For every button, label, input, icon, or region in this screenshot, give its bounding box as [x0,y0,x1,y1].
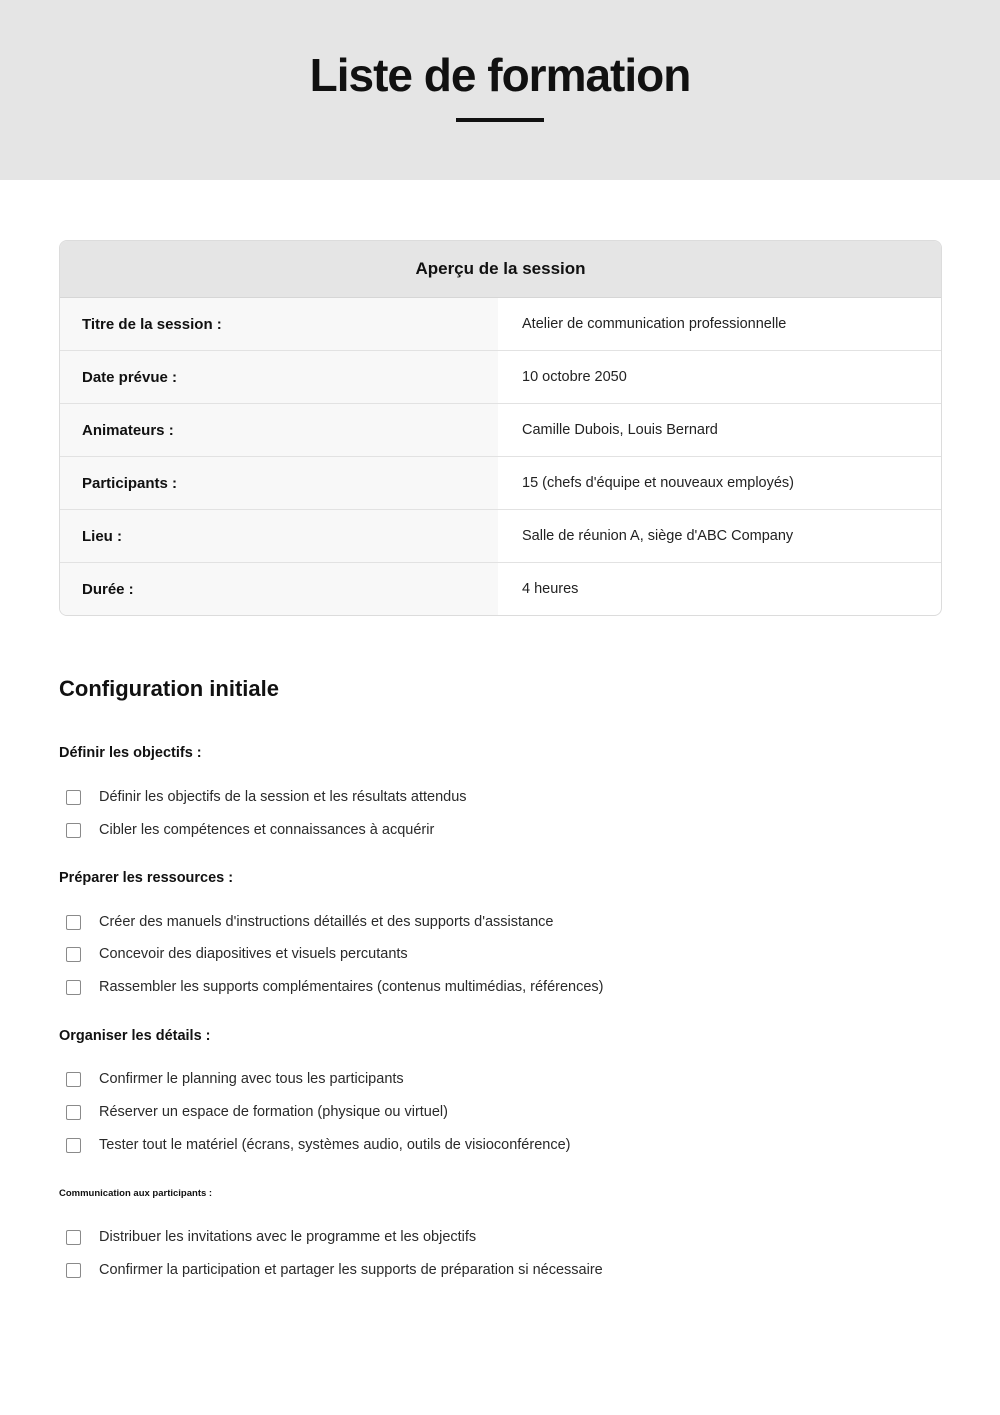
checklist-item-label: Réserver un espace de formation (physique ou virtuel) [99,1104,448,1120]
overview-row-location [60,510,941,563]
checklist-item [66,912,553,932]
overview-heading: Aperçu de la session [60,241,941,298]
row-value: 4 heures [522,581,579,597]
overview-row-facilitators [60,404,941,457]
row-label: Durée : [60,563,498,615]
checklist-item-label: Cibler les compétences et connaissances à acquérir [99,822,435,838]
checklist-item [66,820,434,840]
checklist-item-label: Créer des manuels d'instructions détaillés et des supports d'assistance [99,914,554,930]
checklist-item-label: Confirmer la participation et partager les supports de préparation si nécessaire [99,1262,603,1278]
group-title-resources: Préparer les ressources : [59,870,234,886]
row-value: 10 octobre 2050 [522,369,627,385]
checklist-item [66,1135,570,1155]
section-title: Configuration initiale [59,676,279,701]
checkbox[interactable] [66,823,81,838]
row-value: Salle de réunion A, siège d'ABC Company [522,528,794,544]
checklist-item [66,977,603,997]
checkbox[interactable] [66,1263,81,1278]
title-underline [456,118,544,122]
checkbox[interactable] [66,980,81,995]
overview-row-duration [60,563,941,615]
overview-row-title [60,298,941,351]
group-title-details: Organiser les détails : [59,1028,211,1044]
checkbox[interactable] [66,1230,81,1245]
row-label: Date prévue : [60,351,498,403]
checklist-item [66,787,467,807]
group-title-communication: Communication aux participants : [59,1188,213,1199]
checklist-item-label: Concevoir des diapositives et visuels percutants [99,946,408,962]
checklist-item [66,1102,448,1122]
overview-row-date [60,351,941,404]
group-title-objectives: Définir les objectifs : [59,745,202,761]
checklist-item [66,1069,404,1089]
session-overview-table [59,240,942,616]
checklist-item-label: Confirmer le planning avec tous les participants [99,1071,404,1087]
overview-row-participants [60,457,941,510]
checklist-item-label: Définir les objectifs de la session et les résultats attendus [99,789,467,805]
checkbox[interactable] [66,790,81,805]
row-value: Atelier de communication professionnelle [522,316,787,332]
checklist-item [66,944,408,964]
checklist-item [66,1260,603,1280]
checkbox[interactable] [66,1105,81,1120]
row-value: Camille Dubois, Louis Bernard [522,422,718,438]
checkbox[interactable] [66,915,81,930]
checklist-item-label: Tester tout le matériel (écrans, systèmes audio, outils de visioconférence) [99,1137,571,1153]
page-title: Liste de formation [309,49,691,101]
row-label: Lieu : [60,510,498,562]
checklist-item [66,1227,476,1247]
row-label: Participants : [60,457,498,509]
checkbox[interactable] [66,1138,81,1153]
row-label: Titre de la session : [60,298,498,350]
row-label: Animateurs : [60,404,498,456]
row-value: 15 (chefs d'équipe et nouveaux employés) [522,475,794,491]
checklist-item-label: Rassembler les supports complémentaires (contenus multimédias, références) [99,979,604,995]
checkbox[interactable] [66,1072,81,1087]
checkbox[interactable] [66,947,81,962]
page-header [0,0,1000,180]
checklist-item-label: Distribuer les invitations avec le programme et les objectifs [99,1229,477,1245]
